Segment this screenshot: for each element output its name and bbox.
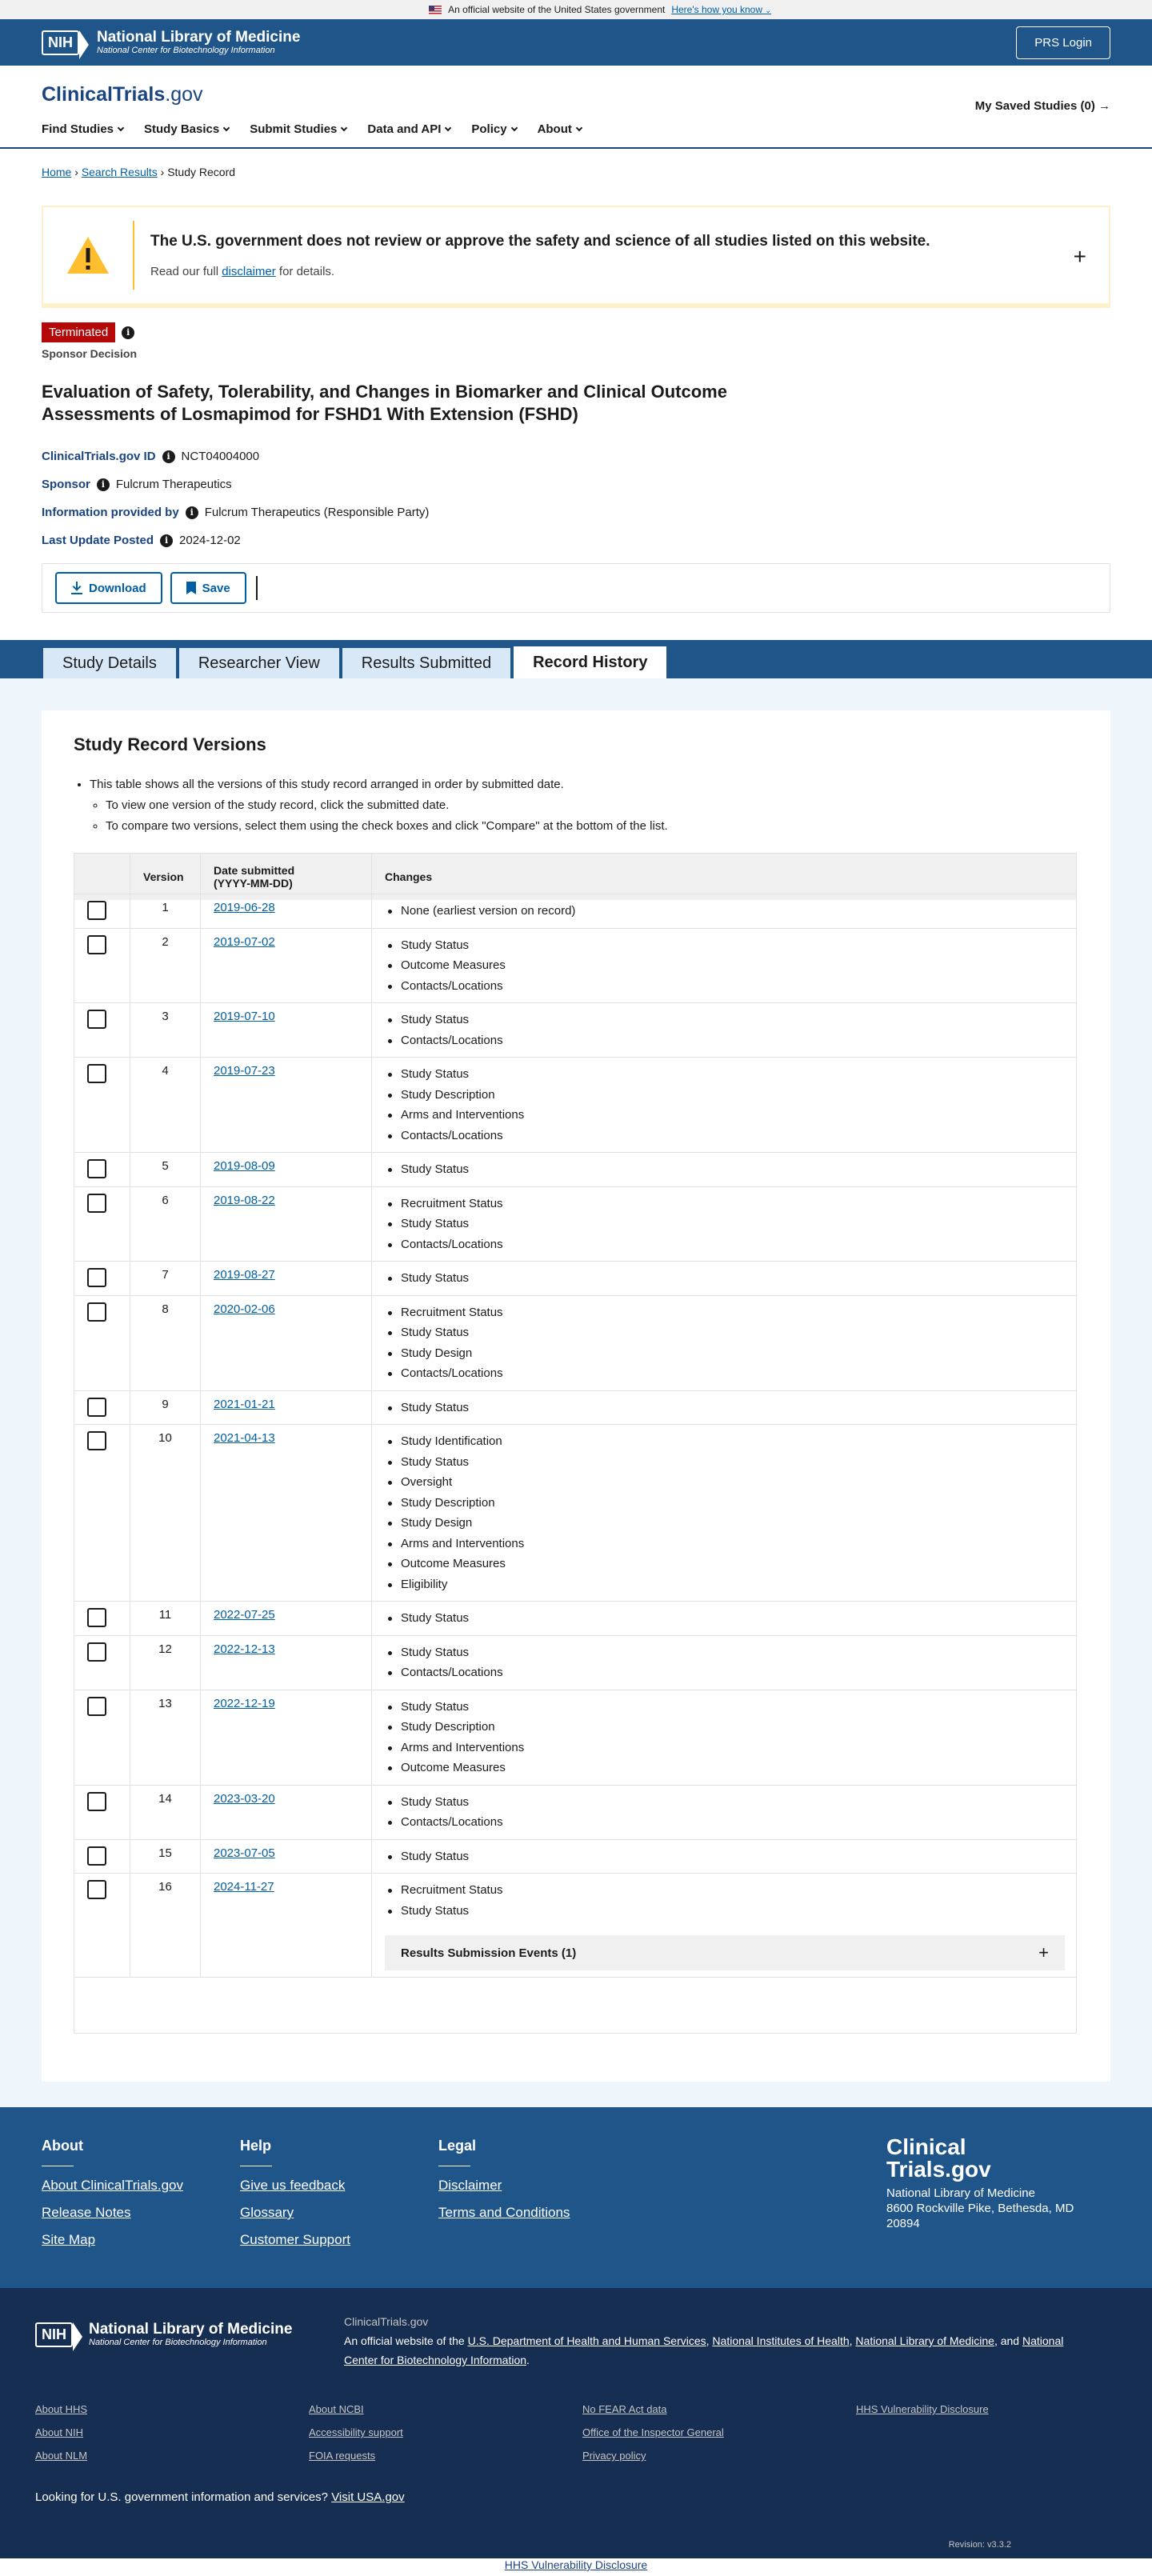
tab-study-details[interactable]: Study Details <box>42 646 178 678</box>
my-saved-studies-link[interactable]: My Saved Studies (0) → <box>974 99 1110 113</box>
table-row <box>74 1785 1076 1839</box>
version-date-link[interactable]: 2024-11-27 <box>214 1880 274 1894</box>
version-date-link[interactable]: 2019-07-10 <box>214 1010 275 1023</box>
version-date-link[interactable]: 2019-07-02 <box>214 934 275 949</box>
table-footer <box>74 1977 1076 2033</box>
changes-list <box>385 1846 1065 1867</box>
footer-about <box>42 2138 240 2258</box>
footer-about-heading: About <box>42 2138 83 2154</box>
changes-list <box>385 901 1065 922</box>
footer-link[interactable]: Release Notes <box>42 2205 131 2220</box>
us-flag-icon <box>429 6 442 14</box>
footer-link[interactable]: About ClinicalTrials.gov <box>42 2178 183 2193</box>
change-item: Contacts/Locations <box>385 1030 1065 1051</box>
version-number: 2 <box>130 929 201 1003</box>
usagov-row: Looking for U.S. government information and services? Visit USA.gov <box>35 2490 405 2504</box>
change-item: Contacts/Locations <box>385 1812 1065 1833</box>
footer-link[interactable]: Give us feedback <box>240 2178 346 2193</box>
change-item: Study Status <box>385 935 1065 956</box>
footer-gov-link[interactable]: Office of the Inspector General <box>582 2426 724 2438</box>
change-item: Study Description <box>385 1085 1065 1106</box>
note-item: • This table shows all the versions of this study record arranged in order by submitted date. <box>90 774 1078 795</box>
info-icon[interactable]: i <box>162 450 175 463</box>
main-nav <box>42 122 1110 136</box>
record-history-panel <box>0 678 1152 2107</box>
version-date-link[interactable]: 2023-03-20 <box>214 1791 275 1806</box>
chevron-down-icon <box>445 125 451 131</box>
change-item: Study Status <box>385 1214 1065 1234</box>
version-date-link[interactable]: 2020-02-06 <box>214 1302 275 1316</box>
changes-list <box>385 1302 1065 1384</box>
footer-help <box>240 2138 438 2258</box>
change-item: Outcome Measures <box>385 955 1065 976</box>
ncbi-link[interactable]: National Center for Biotechnology Information <box>344 2334 1064 2366</box>
study-id-label: ClinicalTrials.gov ID <box>42 450 156 463</box>
change-item: Outcome Measures <box>385 1758 1065 1778</box>
compare-checkbox[interactable] <box>87 1846 106 1866</box>
change-item: Study Status <box>385 1452 1065 1473</box>
chevron-down-icon <box>576 125 582 131</box>
change-item: Arms and Interventions <box>385 1738 1065 1758</box>
alert-divider <box>133 221 134 290</box>
version-date-link[interactable]: 2019-08-09 <box>214 1159 275 1173</box>
ncbi-subtitle: National Center for Biotechnology Information <box>97 46 275 55</box>
sponsor-value: Fulcrum Therapeutics <box>115 478 232 491</box>
nav-find-studies[interactable]: Find Studies <box>42 122 123 136</box>
table-row <box>74 1057 1076 1152</box>
compare-checkbox[interactable] <box>87 1697 106 1716</box>
info-icon[interactable]: i <box>186 506 198 519</box>
breadcrumb-separator-icon: › <box>74 166 78 178</box>
table-row <box>74 894 1076 928</box>
footer-brand-line1: Clinical <box>886 2134 966 2159</box>
changes-list <box>385 1697 1065 1778</box>
breadcrumb-home[interactable]: Home <box>42 166 72 178</box>
change-item: Study Status <box>385 1010 1065 1030</box>
version-date-link[interactable]: 2022-12-13 <box>214 1642 275 1656</box>
status-row <box>42 322 1110 342</box>
change-item: Contacts/Locations <box>385 1126 1065 1146</box>
changes-list <box>385 1398 1065 1418</box>
footer-gov-link[interactable]: FOIA requests <box>309 2450 376 2462</box>
table-row <box>74 1002 1076 1057</box>
breadcrumb <box>0 149 1152 195</box>
change-item: Study Status <box>385 1901 1065 1922</box>
change-item: Study Status <box>385 1846 1065 1867</box>
hhs-vulnerability-link[interactable]: HHS Vulnerability Disclosure <box>504 2558 648 2571</box>
nav-study-basics[interactable]: Study Basics <box>144 122 229 136</box>
compare-checkbox[interactable] <box>87 1159 106 1178</box>
version-date-link[interactable]: 2019-07-23 <box>214 1064 275 1078</box>
version-date-link[interactable]: 2019-08-22 <box>214 1193 275 1207</box>
compare-checkbox[interactable] <box>87 1431 106 1450</box>
change-item: Study Description <box>385 1717 1065 1738</box>
version-number: 14 <box>130 1786 201 1839</box>
compare-checkbox[interactable] <box>87 1010 106 1029</box>
changes-list <box>385 1194 1065 1255</box>
version-date-link[interactable]: 2019-08-27 <box>214 1268 275 1282</box>
version-number: 9 <box>130 1391 201 1425</box>
footer-gov-link[interactable]: About HHS <box>35 2403 88 2415</box>
change-item: Contacts/Locations <box>385 1662 1065 1683</box>
footer-link[interactable]: Customer Support <box>240 2232 350 2247</box>
col-version: Version <box>130 854 201 900</box>
compare-checkbox[interactable] <box>87 1608 106 1627</box>
nav-policy[interactable]: Policy <box>471 122 516 136</box>
nih-logo-icon: NIH <box>42 30 79 55</box>
bookmark-icon <box>186 582 196 594</box>
table-row <box>74 1186 1076 1262</box>
change-item: Arms and Interventions <box>385 1534 1065 1554</box>
heres-how-you-know-link[interactable]: Here's how you know ⌄ <box>671 4 771 15</box>
footer-gov-link[interactable]: HHS Vulnerability Disclosure <box>856 2403 989 2415</box>
table-row <box>74 1295 1076 1390</box>
provided-by-value: Fulcrum Therapeutics (Responsible Party) <box>204 506 430 519</box>
gov-banner-text: An official website of the United States government <box>448 4 666 15</box>
change-item: Study Identification <box>385 1431 1065 1452</box>
save-button[interactable]: Save <box>170 572 246 604</box>
change-item: Study Design <box>385 1513 1065 1534</box>
table-row <box>74 1390 1076 1425</box>
warning-icon <box>66 235 110 275</box>
changes-list <box>385 1010 1065 1050</box>
chevron-down-icon <box>510 125 517 131</box>
hhs-link[interactable]: U.S. Department of Health and Human Services <box>467 2334 706 2347</box>
nlm-logo[interactable] <box>42 30 300 55</box>
versions-table <box>74 853 1077 2034</box>
change-item: Study Status <box>385 1268 1065 1289</box>
footer-bottom <box>0 2288 1152 2558</box>
action-bar <box>42 563 1110 613</box>
chevron-down-icon <box>223 125 230 131</box>
clinicaltrials-logo[interactable]: ClinicalTrials.gov <box>42 83 203 106</box>
breadcrumb-current: Study Record <box>167 166 236 178</box>
provided-by-label: Information provided by <box>42 506 179 519</box>
version-number: 16 <box>130 1874 201 1977</box>
footer-address: 8600 Rockville Pike, Bethesda, MD 20894 <box>886 2202 1074 2230</box>
compare-checkbox[interactable] <box>87 1792 106 1811</box>
status-badge: Terminated <box>42 322 115 342</box>
version-date-link[interactable]: 2019-06-28 <box>214 901 275 914</box>
study-meta <box>42 450 1110 547</box>
versions-heading: Study Record Versions <box>74 734 266 754</box>
table-row <box>74 1424 1076 1601</box>
footer-links <box>0 2107 1152 2288</box>
change-item: Contacts/Locations <box>385 976 1065 997</box>
bottom-link-bar <box>0 2558 1152 2574</box>
change-item: Recruitment Status <box>385 1302 1065 1323</box>
disclaimer-alert <box>42 206 1110 308</box>
footer-gov-links <box>35 2403 1130 2462</box>
revision: Revision: v3.3.2 <box>948 2540 1011 2550</box>
footer-gov-link[interactable]: About NLM <box>35 2450 88 2462</box>
download-icon <box>71 582 82 594</box>
versions-card <box>42 710 1110 2082</box>
version-number: 6 <box>130 1187 201 1262</box>
expand-plus-icon: + <box>1038 1942 1049 1962</box>
table-row <box>74 928 1076 1003</box>
table-row <box>74 1873 1076 1977</box>
info-icon[interactable]: i <box>97 478 110 491</box>
tab-results-submitted[interactable]: Results Submitted <box>341 646 512 678</box>
version-number: 10 <box>130 1425 201 1601</box>
changes-list <box>385 1431 1065 1594</box>
change-item: Study Status <box>385 1697 1065 1718</box>
change-item: Study Description <box>385 1493 1065 1514</box>
table-row <box>74 1690 1076 1785</box>
footer-link[interactable]: Site Map <box>42 2232 96 2247</box>
arrow-right-icon: → <box>1098 99 1110 113</box>
change-item: Study Status <box>385 1159 1065 1180</box>
info-icon[interactable]: i <box>160 534 173 547</box>
footer-link[interactable]: Disclaimer <box>438 2178 502 2193</box>
breadcrumb-separator-icon: › <box>160 166 165 178</box>
table-row <box>74 1261 1076 1295</box>
compare-checkbox[interactable] <box>87 935 106 954</box>
version-number: 12 <box>130 1636 201 1690</box>
prs-login-button[interactable]: PRS Login <box>1016 26 1110 59</box>
nav-data-api[interactable]: Data and API <box>367 122 450 136</box>
footer-gov-link[interactable]: About NIH <box>35 2426 83 2438</box>
note-item: ◦ To compare two versions, select them using the check boxes and click "Compare" at the bottom of the list. <box>106 816 1078 837</box>
change-item: Recruitment Status <box>385 1880 1065 1901</box>
change-item: Recruitment Status <box>385 1194 1065 1214</box>
sponsor-label: Sponsor <box>42 478 90 491</box>
version-number: 8 <box>130 1296 201 1390</box>
version-number: 13 <box>130 1690 201 1785</box>
changes-list <box>385 1064 1065 1146</box>
table-row <box>74 1635 1076 1690</box>
tabs-bar <box>0 640 1152 678</box>
footer-gov-link[interactable]: About NCBI <box>309 2403 364 2415</box>
version-number: 7 <box>130 1262 201 1295</box>
status-reason: Sponsor Decision <box>42 347 138 360</box>
study-title: Evaluation of Safety, Tolerability, and Changes in Biomarker and Clinical Outcome Assessments of Losmapimod for FSHD1 With Extension (FSHD) <box>42 382 727 424</box>
version-date-link[interactable]: 2023-07-05 <box>214 1846 275 1860</box>
version-date-link[interactable]: 2021-04-13 <box>214 1431 275 1445</box>
nih-link[interactable]: National Institutes of Health <box>712 2334 850 2347</box>
compare-checkbox[interactable] <box>87 1268 106 1287</box>
change-item: Oversight <box>385 1472 1065 1493</box>
tab-researcher-view[interactable]: Researcher View <box>178 646 341 678</box>
version-number: 4 <box>130 1058 201 1152</box>
changes-list <box>385 1880 1065 1921</box>
footer-nlm-logo[interactable]: NIH National Library of Medicine National Center for Biotechnology Information <box>35 2322 292 2347</box>
info-icon[interactable]: i <box>122 326 134 339</box>
usagov-link[interactable]: Visit USA.gov <box>331 2490 405 2504</box>
change-item: None (earliest version on record) <box>385 901 1065 922</box>
col-date: Date submitted (YYYY-MM-DD) <box>201 854 372 900</box>
version-number: 15 <box>130 1840 201 1874</box>
changes-list <box>385 1608 1065 1629</box>
table-body <box>74 894 1076 1977</box>
change-item: Contacts/Locations <box>385 1234 1065 1255</box>
change-item: Arms and Interventions <box>385 1105 1065 1126</box>
alert-text: Read our full disclaimer for details. <box>150 264 335 278</box>
change-item: Study Status <box>385 1792 1065 1813</box>
version-date-link[interactable]: 2022-07-25 <box>214 1608 275 1622</box>
change-item: Study Status <box>385 1642 1065 1663</box>
note-item: ◦ To view one version of the study record, click the submitted date. <box>106 795 1078 816</box>
results-submission-events-accordion[interactable]: Results Submission Events (1) + <box>385 1935 1065 1970</box>
change-item: Outcome Measures <box>385 1554 1065 1574</box>
last-update-value: 2024-12-02 <box>179 534 241 547</box>
footer-link[interactable]: Terms and Conditions <box>438 2205 570 2220</box>
versions-notes <box>74 774 1078 837</box>
breadcrumb-search-results[interactable]: Search Results <box>81 166 158 178</box>
change-item: Eligibility <box>385 1574 1065 1595</box>
footer-gov-link[interactable]: No FEAR Act data <box>582 2403 667 2415</box>
nih-logo-icon: NIH <box>35 2322 73 2347</box>
change-item: Study Status <box>385 1064 1065 1085</box>
change-item: Contacts/Locations <box>385 1363 1065 1384</box>
version-date-link[interactable]: 2022-12-19 <box>214 1696 275 1710</box>
version-date-link[interactable]: 2021-01-21 <box>214 1397 275 1411</box>
compare-checkbox[interactable] <box>87 1064 106 1083</box>
footer-gov-link[interactable]: Privacy policy <box>582 2450 646 2462</box>
change-item: Study Design <box>385 1343 1065 1364</box>
compare-checkbox[interactable] <box>87 1642 106 1662</box>
footer-official: ClinicalTrials.gov An official website of the U.S. Department of Health and Human Services, National Institutes of Health, National Library of Medicine, and National Center for Biotechnology Information. <box>344 2315 1064 2366</box>
gov-banner <box>0 0 1152 19</box>
change-item: Study Status <box>385 1398 1065 1418</box>
footer-legal-heading: Legal <box>438 2138 477 2154</box>
compare-checkbox[interactable] <box>87 1194 106 1213</box>
table-row <box>74 1839 1076 1874</box>
nav-submit-studies[interactable]: Submit Studies <box>250 122 346 136</box>
footer-help-heading: Help <box>240 2138 272 2154</box>
footer-org: National Library of Medicine <box>886 2186 1035 2200</box>
compare-checkbox[interactable] <box>87 1398 106 1417</box>
compare-checkbox[interactable] <box>87 1302 106 1322</box>
version-number: 5 <box>130 1153 201 1186</box>
compare-checkbox[interactable] <box>87 1880 106 1899</box>
changes-list <box>385 1792 1065 1833</box>
changes-list <box>385 1159 1065 1180</box>
footer-gov-link[interactable]: Accessibility support <box>309 2426 403 2438</box>
footer-brand-line2: Trials.gov <box>886 2157 991 2182</box>
last-update-label: Last Update Posted <box>42 534 154 547</box>
nlm-title: National Library of Medicine <box>97 29 301 46</box>
version-number: 3 <box>130 1003 201 1057</box>
version-number: 11 <box>130 1602 201 1635</box>
table-row <box>74 1601 1076 1635</box>
changes-list <box>385 1642 1065 1683</box>
nav-about[interactable]: About <box>538 122 582 136</box>
version-number: 1 <box>130 894 201 928</box>
disclaimer-link[interactable]: disclaimer <box>222 264 276 278</box>
download-button[interactable]: Download <box>55 572 162 604</box>
changes-list <box>385 1268 1065 1289</box>
chevron-down-icon <box>118 125 124 131</box>
nih-header <box>0 19 1152 66</box>
compare-checkbox[interactable] <box>87 901 106 920</box>
divider <box>256 576 258 600</box>
table-header <box>74 854 1076 900</box>
expand-plus-icon[interactable]: + <box>1073 244 1086 269</box>
nlm-link[interactable]: National Library of Medicine <box>855 2334 994 2347</box>
footer-legal <box>438 2138 637 2258</box>
tab-record-history[interactable]: Record History <box>512 645 668 678</box>
footer-link[interactable]: Glossary <box>240 2205 294 2220</box>
col-changes: Changes <box>385 870 433 883</box>
chevron-down-icon <box>341 125 347 131</box>
footer-brand <box>886 2136 1102 2231</box>
alert-title: The U.S. government does not review or approve the safety and science of all studies listed on this website. <box>150 232 930 250</box>
table-row <box>74 1152 1076 1186</box>
change-item: Study Status <box>385 1322 1065 1343</box>
change-item: Study Status <box>385 1608 1065 1629</box>
changes-list <box>385 935 1065 997</box>
study-id: NCT04004000 <box>181 450 260 463</box>
